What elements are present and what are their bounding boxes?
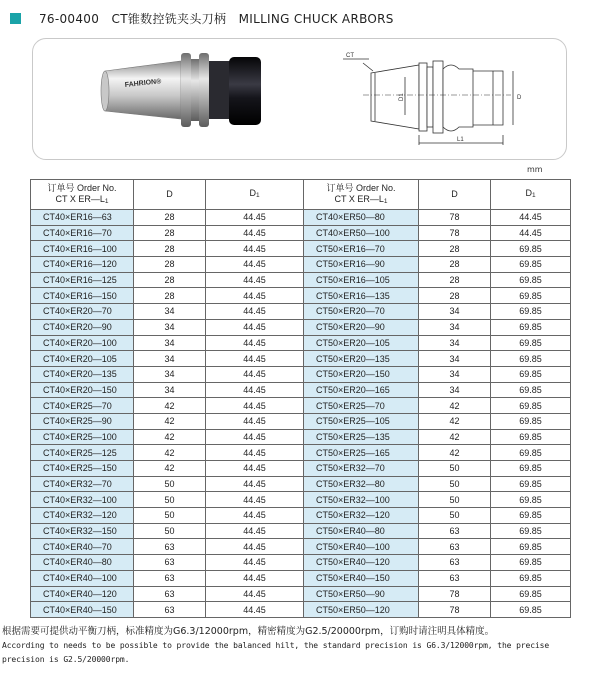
- cell-d1: 44.45: [206, 429, 304, 445]
- cell-d1-2: 69.85: [491, 602, 571, 618]
- cell-d-2: 78: [419, 586, 491, 602]
- table-row: [31, 351, 571, 367]
- cell-order-no-2: CT50×ER50—120: [304, 602, 419, 618]
- cell-order-no-2: CT50×ER16—70: [304, 241, 419, 257]
- cell-d-2: 50: [419, 508, 491, 524]
- cell-order-no: CT40×ER32—120: [31, 508, 134, 524]
- title-cn: CT锥数控铣夹头刀柄: [111, 11, 227, 26]
- cell-d: 42: [134, 461, 206, 477]
- cell-order-no: CT40×ER32—150: [31, 523, 134, 539]
- catalog-code: 76-00400: [39, 11, 100, 26]
- cell-d-2: 34: [419, 366, 491, 382]
- cell-d1: 44.45: [206, 461, 304, 477]
- cell-order-no-2: CT50×ER32—120: [304, 508, 419, 524]
- cell-d-2: 50: [419, 492, 491, 508]
- section-marker-icon: [10, 13, 21, 24]
- cell-order-no: CT40×ER16—70: [31, 225, 134, 241]
- cell-d: 50: [134, 492, 206, 508]
- cell-order-no: CT40×ER20—70: [31, 304, 134, 320]
- cell-d: 63: [134, 602, 206, 618]
- cell-d1-2: 69.85: [491, 398, 571, 414]
- table-row: [31, 398, 571, 414]
- holder-photo: [101, 53, 261, 127]
- cell-d: 28: [134, 241, 206, 257]
- header-d1-2: D1: [491, 180, 571, 210]
- cell-d1: 44.45: [206, 225, 304, 241]
- cell-order-no-2: CT50×ER20—150: [304, 366, 419, 382]
- table-header-row: [31, 180, 571, 210]
- dim-label-d1: D1: [399, 93, 405, 101]
- cell-d-2: 42: [419, 445, 491, 461]
- cell-d1: 44.45: [206, 319, 304, 335]
- footer-en-1: According to needs to be possible to provide the balanced hilt, the standard precision is G6.3/12000rpm, the precise: [2, 641, 550, 650]
- table-row: [31, 335, 571, 351]
- cell-d-2: 78: [419, 210, 491, 226]
- cell-d1-2: 69.85: [491, 366, 571, 382]
- cell-d: 42: [134, 398, 206, 414]
- cell-d1: 44.45: [206, 351, 304, 367]
- dimension-drawing: [343, 59, 513, 145]
- cell-d1-2: 44.45: [491, 210, 571, 226]
- unit-label: mm: [527, 165, 543, 174]
- cell-order-no-2: CT50×ER40—100: [304, 539, 419, 555]
- cell-order-no-2: CT50×ER25—165: [304, 445, 419, 461]
- cell-d-2: 63: [419, 570, 491, 586]
- cell-order-no: CT40×ER16—120: [31, 257, 134, 273]
- cell-order-no: CT40×ER40—100: [31, 570, 134, 586]
- cell-d1-2: 69.85: [491, 429, 571, 445]
- cell-order-no-2: CT40×ER50—100: [304, 225, 419, 241]
- cell-d: 42: [134, 413, 206, 429]
- cell-d1-2: 69.85: [491, 319, 571, 335]
- cell-d1-2: 69.85: [491, 304, 571, 320]
- dim-label-d: D: [517, 95, 522, 101]
- cell-order-no-2: CT50×ER20—165: [304, 382, 419, 398]
- cell-d-2: 28: [419, 288, 491, 304]
- cell-d: 34: [134, 366, 206, 382]
- cell-d-2: 34: [419, 351, 491, 367]
- cell-d-2: 42: [419, 413, 491, 429]
- cell-order-no: CT40×ER25—100: [31, 429, 134, 445]
- cell-d1: 44.45: [206, 602, 304, 618]
- header-order-no-2: 订单号 Order No. CT X ER—L1: [304, 180, 419, 210]
- cell-d: 34: [134, 319, 206, 335]
- title-en: MILLING CHUCK ARBORS: [238, 11, 394, 26]
- cell-d1-2: 69.85: [491, 539, 571, 555]
- cell-order-no: CT40×ER32—100: [31, 492, 134, 508]
- spec-table: [30, 179, 571, 618]
- cell-d: 63: [134, 539, 206, 555]
- cell-d: 63: [134, 555, 206, 571]
- cell-order-no-2: CT40×ER50—80: [304, 210, 419, 226]
- table-row: [31, 319, 571, 335]
- cell-d-2: 50: [419, 461, 491, 477]
- cell-order-no: CT40×ER16—125: [31, 272, 134, 288]
- cell-order-no: CT40×ER20—90: [31, 319, 134, 335]
- cell-d1-2: 69.85: [491, 241, 571, 257]
- cell-d: 50: [134, 476, 206, 492]
- cell-d1-2: 69.85: [491, 461, 571, 477]
- cell-order-no: CT40×ER40—150: [31, 602, 134, 618]
- cell-d1: 44.45: [206, 304, 304, 320]
- cell-d-2: 63: [419, 539, 491, 555]
- cell-d1-2: 69.85: [491, 492, 571, 508]
- table-row: [31, 225, 571, 241]
- table-row: [31, 429, 571, 445]
- cell-order-no-2: CT50×ER32—100: [304, 492, 419, 508]
- table-row: [31, 210, 571, 226]
- cell-d1: 44.45: [206, 555, 304, 571]
- header-order-no: 订单号 Order No. CT X ER—L1: [31, 180, 134, 210]
- cell-d1-2: 69.85: [491, 272, 571, 288]
- cell-d1-2: 69.85: [491, 413, 571, 429]
- cell-d1-2: 69.85: [491, 508, 571, 524]
- cell-order-no: CT40×ER25—90: [31, 413, 134, 429]
- table-row: [31, 492, 571, 508]
- cell-d1: 44.45: [206, 445, 304, 461]
- header-d1: D1: [206, 180, 304, 210]
- footer-note: [2, 625, 592, 667]
- cell-order-no: CT40×ER25—125: [31, 445, 134, 461]
- cell-d1-2: 69.85: [491, 570, 571, 586]
- cell-d1-2: 69.85: [491, 586, 571, 602]
- cell-d1: 44.45: [206, 586, 304, 602]
- table-row: [31, 508, 571, 524]
- cell-d1-2: 69.85: [491, 257, 571, 273]
- table-row: [31, 570, 571, 586]
- cell-d: 28: [134, 272, 206, 288]
- cell-d1: 44.45: [206, 508, 304, 524]
- cell-order-no: CT40×ER20—135: [31, 366, 134, 382]
- cell-order-no-2: CT50×ER20—105: [304, 335, 419, 351]
- cell-order-no: CT40×ER40—70: [31, 539, 134, 555]
- cell-d1: 44.45: [206, 539, 304, 555]
- cell-d-2: 50: [419, 476, 491, 492]
- cell-d: 42: [134, 429, 206, 445]
- table-row: [31, 288, 571, 304]
- cell-d-2: 63: [419, 523, 491, 539]
- cell-d1: 44.45: [206, 210, 304, 226]
- cell-order-no: CT40×ER40—120: [31, 586, 134, 602]
- cell-d: 34: [134, 304, 206, 320]
- cell-order-no-2: CT50×ER32—80: [304, 476, 419, 492]
- cell-order-no: CT40×ER20—150: [31, 382, 134, 398]
- cell-d1: 44.45: [206, 476, 304, 492]
- cell-d: 28: [134, 257, 206, 273]
- cell-order-no: CT40×ER16—100: [31, 241, 134, 257]
- cell-d: 63: [134, 586, 206, 602]
- table-body: [31, 210, 571, 618]
- cell-d: 34: [134, 382, 206, 398]
- cell-d1: 44.45: [206, 288, 304, 304]
- table-row: [31, 523, 571, 539]
- cell-order-no-2: CT50×ER50—90: [304, 586, 419, 602]
- table-row: [31, 366, 571, 382]
- table-row: [31, 555, 571, 571]
- footer-en-2: precision is G2.5/20000rpm.: [2, 655, 130, 664]
- cell-order-no-2: CT50×ER20—135: [304, 351, 419, 367]
- table-row: [31, 304, 571, 320]
- cell-d: 28: [134, 225, 206, 241]
- cell-d1-2: 69.85: [491, 288, 571, 304]
- cell-d1: 44.45: [206, 570, 304, 586]
- cell-d1-2: 69.85: [491, 445, 571, 461]
- cell-order-no-2: CT50×ER16—105: [304, 272, 419, 288]
- cell-d1-2: 69.85: [491, 382, 571, 398]
- table-row: [31, 539, 571, 555]
- cell-d-2: 34: [419, 319, 491, 335]
- cell-order-no: CT40×ER20—100: [31, 335, 134, 351]
- cell-order-no-2: CT50×ER20—90: [304, 319, 419, 335]
- cell-d1-2: 69.85: [491, 555, 571, 571]
- table-row: [31, 586, 571, 602]
- cell-order-no: CT40×ER16—150: [31, 288, 134, 304]
- cell-d-2: 78: [419, 602, 491, 618]
- cell-d: 42: [134, 445, 206, 461]
- cell-d: 34: [134, 351, 206, 367]
- cell-d1-2: 69.85: [491, 523, 571, 539]
- table-row: [31, 257, 571, 273]
- cell-d-2: 28: [419, 257, 491, 273]
- cell-d: 28: [134, 288, 206, 304]
- cell-d: 63: [134, 570, 206, 586]
- cell-d-2: 34: [419, 304, 491, 320]
- dim-label-ct: CT: [346, 53, 354, 59]
- cell-order-no: CT40×ER25—70: [31, 398, 134, 414]
- cell-d: 50: [134, 523, 206, 539]
- cell-d-2: 63: [419, 555, 491, 571]
- cell-d: 50: [134, 508, 206, 524]
- section-header: [10, 8, 394, 28]
- cell-d1-2: 44.45: [491, 225, 571, 241]
- cell-d-2: 34: [419, 382, 491, 398]
- cell-order-no: CT40×ER32—70: [31, 476, 134, 492]
- table-row: [31, 445, 571, 461]
- table-row: [31, 272, 571, 288]
- cell-d1: 44.45: [206, 272, 304, 288]
- cell-d-2: 42: [419, 398, 491, 414]
- cell-order-no-2: CT50×ER16—135: [304, 288, 419, 304]
- brand-mark: FAHRION®: [124, 78, 162, 89]
- header-d: D: [134, 180, 206, 210]
- cell-d1: 44.45: [206, 523, 304, 539]
- table-row: [31, 476, 571, 492]
- cell-d1: 44.45: [206, 398, 304, 414]
- cell-order-no: CT40×ER20—105: [31, 351, 134, 367]
- cell-d1-2: 69.85: [491, 335, 571, 351]
- cell-order-no-2: CT50×ER40—150: [304, 570, 419, 586]
- cell-order-no-2: CT50×ER20—70: [304, 304, 419, 320]
- cell-d: 34: [134, 335, 206, 351]
- table-row: [31, 413, 571, 429]
- cell-order-no: CT40×ER25—150: [31, 461, 134, 477]
- cell-order-no-2: CT50×ER25—105: [304, 413, 419, 429]
- product-illustration: [33, 39, 567, 160]
- table-row: [31, 602, 571, 618]
- dim-label-l1: L1: [457, 137, 464, 143]
- cell-d1: 44.45: [206, 413, 304, 429]
- cell-d1: 44.45: [206, 492, 304, 508]
- cell-d-2: 28: [419, 272, 491, 288]
- table-row: [31, 382, 571, 398]
- cell-d-2: 34: [419, 335, 491, 351]
- cell-order-no: CT40×ER40—80: [31, 555, 134, 571]
- cell-d: 28: [134, 210, 206, 226]
- footer-cn: 根据需要可提供动平衡刀柄，标准精度为G6.3/12000rpm，精密精度为G2.5/20000rpm，订购时请注明具体精度。: [2, 626, 495, 637]
- cell-d-2: 42: [419, 429, 491, 445]
- cell-order-no-2: CT50×ER40—120: [304, 555, 419, 571]
- cell-order-no-2: CT50×ER25—70: [304, 398, 419, 414]
- product-figure: [32, 38, 567, 160]
- cell-d-2: 78: [419, 225, 491, 241]
- cell-d1: 44.45: [206, 335, 304, 351]
- cell-order-no-2: CT50×ER25—135: [304, 429, 419, 445]
- cell-d1: 44.45: [206, 257, 304, 273]
- table-row: [31, 461, 571, 477]
- header-d-2: D: [419, 180, 491, 210]
- cell-order-no: CT40×ER16—63: [31, 210, 134, 226]
- cell-d1: 44.45: [206, 241, 304, 257]
- cell-order-no-2: CT50×ER40—80: [304, 523, 419, 539]
- cell-order-no-2: CT50×ER32—70: [304, 461, 419, 477]
- section-title: [39, 10, 394, 27]
- cell-d-2: 28: [419, 241, 491, 257]
- cell-d1: 44.45: [206, 366, 304, 382]
- table-row: [31, 241, 571, 257]
- cell-d1-2: 69.85: [491, 351, 571, 367]
- cell-order-no-2: CT50×ER16—90: [304, 257, 419, 273]
- cell-d1-2: 69.85: [491, 476, 571, 492]
- cell-d1: 44.45: [206, 382, 304, 398]
